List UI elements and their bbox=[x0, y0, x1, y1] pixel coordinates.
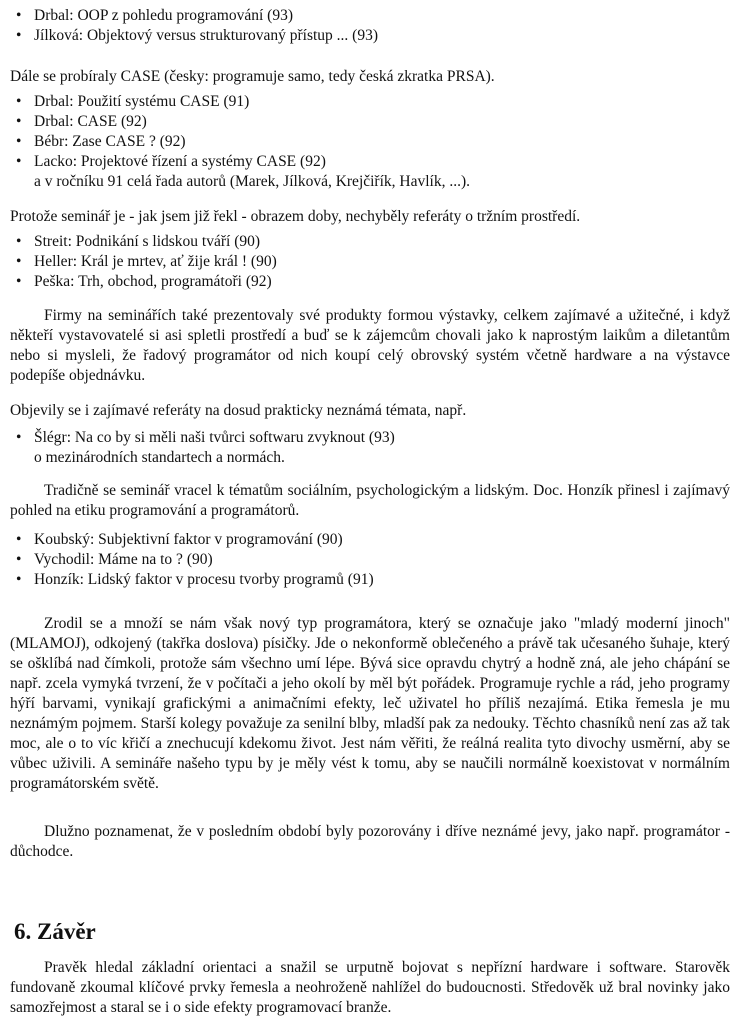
intro-case: Dále se probíraly CASE (česky: programuje samo, tedy česká zkratka PRSA). bbox=[10, 68, 495, 85]
list-item: • Jílková: Objektový versus strukturovaný přístup ... (93) bbox=[16, 27, 378, 44]
list-item: • Heller: Král je mrtev, ať žije král ! (90) bbox=[16, 253, 277, 270]
bullet: • bbox=[16, 153, 22, 170]
paragraph-pensioner: Dlužno poznamenat, že v posledním období byly pozorovány i dříve neznámé jevy, jako např. programátor - důchodce. bbox=[10, 823, 730, 860]
section-heading: 6. Závěr bbox=[14, 919, 96, 944]
list-market bbox=[10, 232, 730, 292]
list-item: • Lacko: Projektové řízení a systémy CASE (92) bbox=[16, 153, 326, 170]
paragraph-conclusion: Pravěk hledal základní orientaci a snažil se urputně bojovat s nepřízní hardware i software. Starověk fundovaně zkoumal klíčové prvky řemesla a neohroženě nahlížel do budoucnosti. Středověk už bral novinky jako samozřejmost a staral se i o side efekty programovací branže. bbox=[10, 959, 730, 1016]
intro-market: Protože seminář je - jak jsem již řekl - obrazem doby, nechyběly referáty o tržním prostředí. bbox=[10, 208, 581, 225]
list-item-continuation: a v ročníku 91 celá řada autorů (Marek, Jílková, Krejčiřík, Havlík, ...). bbox=[34, 173, 470, 190]
bullet: • bbox=[16, 253, 22, 270]
bullet: • bbox=[16, 113, 22, 130]
list-item: • Vychodil: Máme na to ? (90) bbox=[16, 551, 213, 568]
list-item: • Bébr: Zase CASE ? (92) bbox=[16, 133, 186, 150]
list-item: • Peška: Trh, obchod, programátoři (92) bbox=[16, 273, 272, 290]
bullet: • bbox=[16, 273, 22, 290]
list-social bbox=[10, 530, 730, 590]
bullet: • bbox=[16, 7, 22, 24]
list-case bbox=[10, 92, 730, 192]
intro-unknown-topics: Objevily se i zajímavé referáty na dosud prakticky neznámá témata, např. bbox=[10, 402, 467, 419]
list-item: • Koubský: Subjektivní faktor v programování (90) bbox=[16, 531, 343, 548]
list-oop bbox=[10, 6, 730, 46]
paragraph-firms: Firmy na seminářích také prezentovaly své produkty formou výstavky, celkem zajímavé a užitečné, i když někteří vystavovatelé si asi spletli prostředí a buď se k zájemcům chovali jako k naprostým laikům a diletantům nebo si mysleli, že řadový programátor od nich koupí celý obrovský systém včetně hardware a na výstavce podepíše objednávku. bbox=[10, 307, 730, 384]
list-item: • Drbal: Použití systému CASE (91) bbox=[16, 93, 250, 110]
bullet: • bbox=[16, 93, 22, 110]
list-item: • Drbal: OOP z pohledu programování (93) bbox=[16, 7, 293, 24]
bullet: • bbox=[16, 551, 22, 568]
bullet: • bbox=[16, 531, 22, 548]
bullet: • bbox=[16, 571, 22, 588]
bullet: • bbox=[16, 133, 22, 150]
list-item: • Drbal: CASE (92) bbox=[16, 113, 147, 130]
list-item: • Honzík: Lidský faktor v procesu tvorby programů (91) bbox=[16, 571, 374, 588]
bullet: • bbox=[16, 27, 22, 44]
paragraph-mlamoj: Zrodil se a množí se nám však nový typ programátora, který se označuje jako "mladý moderní jinoch" (MLAMOJ), odkojený (takřka doslova) písičky. Jde o nekonformě oblečeného a právě tak učesaného šuhaje, který se ošklíbá nad čímkoli, protože sám všechno umí lépe. Bývá sice opravdu chytrý a hodně zná, ale jeho chápání se např. zcela vymyká tvrzení, že v počítači a jeho okolí by měl být pořádek. Programuje rychle a rád, jeho programy hýří barvami, vynikají grafickými a animačními efekty, leč uživatel ho příliš nezajímá. Etika řemesla je mu neznámým pojmem. Starší kolegy považuje za senilní blby, mladší pak za nedouky. Těchto chasníků není zas až tak moc, ale o to víc křičí a znechucují kdekomu život. Jest nám věřiti, že reálná realita tyto divochy usměrní, aby se vůbec uživili. A semináře našeho typu by je měly vést k tomu, aby se naučili normálně koexistovat v normálním programátorském světě. bbox=[10, 615, 730, 792]
list-unknown-topics bbox=[10, 428, 730, 468]
bullet: • bbox=[16, 429, 22, 446]
list-item: • Streit: Podnikání s lidskou tváří (90) bbox=[16, 233, 261, 250]
list-item: • Šlégr: Na co by si měli naši tvůrci softwaru zvyknout (93) bbox=[16, 429, 395, 446]
paragraph-social: Tradičně se seminář vracel k tématům sociálním, psychologickým a lidským. Doc. Honzík přinesl i zajímavý pohled na etiku programování a programátorů. bbox=[10, 482, 730, 519]
bullet: • bbox=[16, 233, 22, 250]
list-item-continuation: o mezinárodních standartech a normách. bbox=[34, 449, 285, 466]
